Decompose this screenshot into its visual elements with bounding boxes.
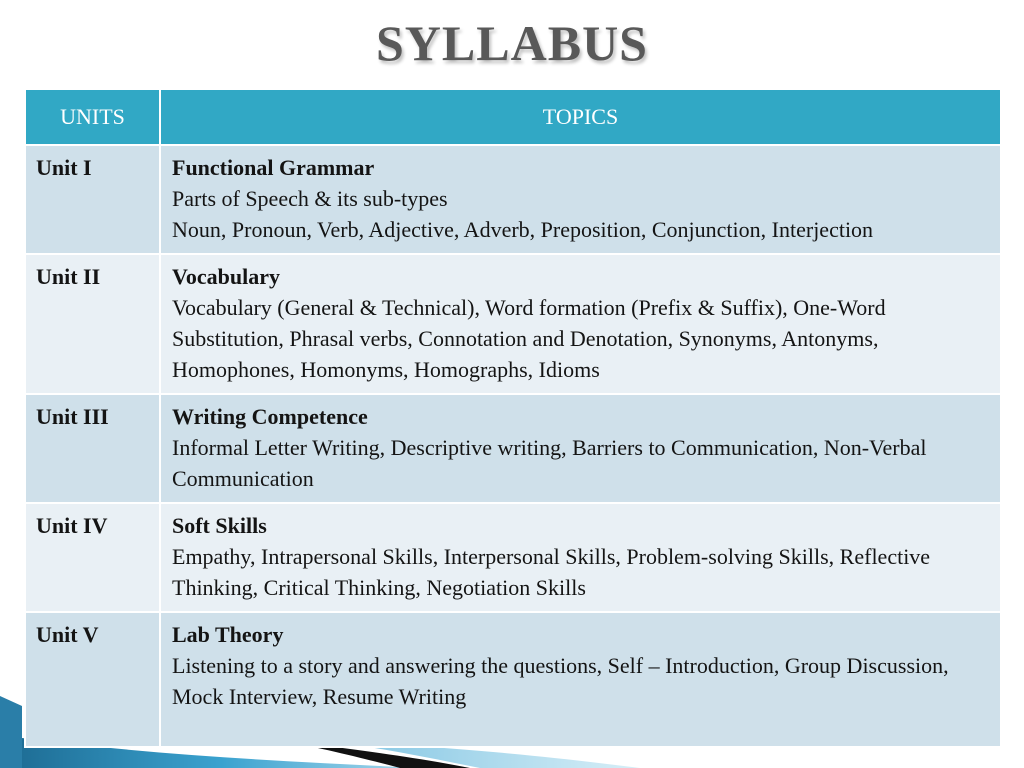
topic-text: Informal Letter Writing, Descriptive writing, Barriers to Communication, Non-Verbal Communication	[172, 435, 927, 491]
table-row-unit-2	[25, 254, 1001, 394]
table-header-row	[25, 89, 1001, 145]
table-row-unit-1	[25, 145, 1001, 254]
topic-text: Parts of Speech & its sub-types	[172, 186, 448, 211]
topic-title: Vocabulary	[172, 264, 280, 289]
unit-label: Unit V	[25, 612, 160, 747]
syllabus-table-container	[24, 88, 1000, 748]
topic-cell	[160, 145, 1001, 254]
topic-title: Soft Skills	[172, 513, 267, 538]
topic-title: Lab Theory	[172, 622, 284, 647]
header-topics: TOPICS	[160, 89, 1001, 145]
topic-cell	[160, 503, 1001, 612]
topic-text: Noun, Pronoun, Verb, Adjective, Adverb, Preposition, Conjunction, Interjection	[172, 217, 874, 242]
unit-label: Unit III	[25, 394, 160, 503]
unit-label: Unit I	[25, 145, 160, 254]
syllabus-table	[24, 88, 1002, 748]
topic-title: Writing Competence	[172, 404, 368, 429]
table-row-unit-4	[25, 503, 1001, 612]
slide-title: SYLLABUS	[376, 15, 648, 71]
unit-label: Unit II	[25, 254, 160, 394]
topic-text: Empathy, Intrapersonal Skills, Interpersonal Skills, Problem-solving Skills, Reflective Thinking, Critical Thinking, Negotiation Skills	[172, 544, 931, 600]
topic-cell	[160, 394, 1001, 503]
table-row-unit-5	[25, 612, 1001, 747]
topic-text: Listening to a story and answering the questions, Self – Introduction, Group Discussion, Mock Interview, Resume Writing	[172, 653, 949, 709]
unit-label: Unit IV	[25, 503, 160, 612]
topic-cell	[160, 612, 1001, 747]
table-row-unit-3	[25, 394, 1001, 503]
topic-cell	[160, 254, 1001, 394]
topic-title: Functional Grammar	[172, 155, 375, 180]
topic-text: Vocabulary (General & Technical), Word formation (Prefix & Suffix), One-Word Substitution, Phrasal verbs, Connotation and Denotation, Synonyms, Antonyms, Homophones, Homonyms, Homographs, Idioms	[172, 295, 886, 382]
header-units: UNITS	[25, 89, 160, 145]
